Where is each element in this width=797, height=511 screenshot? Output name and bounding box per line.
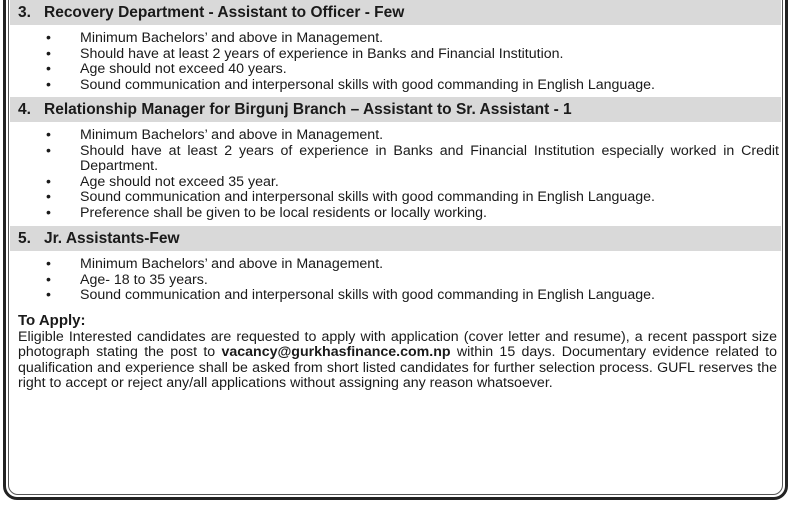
list-item: • Should have at least 2 years of experience in Banks and Financial Institution especially worked in Credit Department.	[46, 142, 779, 174]
bullet-icon: •	[46, 30, 51, 46]
requirements-list	[10, 25, 781, 97]
apply-email-link[interactable]: vacancy@gurkhasfinance.com.np	[221, 344, 451, 361]
section-number: 3.	[18, 4, 31, 21]
list-item: • Minimum Bachelors’ and above in Management.	[46, 127, 384, 143]
section-jr-assistants	[10, 226, 781, 310]
bullet-icon: •	[46, 287, 51, 303]
list-item: • Age- 18 to 35 years.	[46, 271, 208, 288]
apply-heading: To Apply:	[18, 311, 86, 329]
list-item: • Sound communication and interpersonal skills with good commanding in English Language.	[46, 76, 655, 93]
section-recovery-department	[10, 0, 781, 97]
list-item: • Should have at least 2 years of experience in Banks and Financial Institution.	[46, 45, 564, 62]
bullet-icon: •	[46, 142, 51, 159]
apply-section	[10, 312, 781, 392]
list-item: • Age should not exceed 40 years.	[46, 61, 287, 77]
section-heading	[10, 0, 781, 25]
bullet-icon: •	[46, 189, 51, 205]
section-title: Recovery Department - Assistant to Officer - Few	[44, 4, 405, 21]
list-item: • Sound communication and interpersonal skills with good commanding in English Language.	[46, 287, 655, 303]
bullet-icon: •	[46, 45, 51, 62]
section-heading	[10, 97, 781, 122]
list-item: • Sound communication and interpersonal skills with good commanding in English Language.	[46, 189, 655, 205]
section-title: Relationship Manager for Birgunj Branch – Assistant to Sr. Assistant - 1	[44, 101, 572, 118]
section-heading	[10, 226, 781, 251]
bullet-icon: •	[46, 204, 51, 221]
vacancy-notice	[10, 0, 781, 392]
bullet-icon: •	[46, 61, 51, 77]
bullet-icon: •	[46, 173, 51, 190]
bullet-icon: •	[46, 76, 51, 93]
section-number: 4.	[18, 101, 31, 118]
list-item: • Minimum Bachelors’ and above in Management.	[46, 256, 384, 272]
list-item: • Age should not exceed 35 year.	[46, 173, 279, 190]
section-title: Jr. Assistants-Few	[44, 230, 180, 247]
bullet-icon: •	[46, 127, 51, 143]
requirements-list	[10, 251, 781, 310]
bullet-icon: •	[46, 256, 51, 272]
list-item: • Preference shall be given to be local residents or locally working.	[46, 204, 487, 221]
bullet-icon: •	[46, 271, 51, 288]
list-item: • Minimum Bachelors’ and above in Management.	[46, 30, 384, 46]
requirements-list	[10, 122, 781, 226]
section-relationship-manager	[10, 97, 781, 226]
section-number: 5.	[18, 230, 31, 247]
apply-paragraph: Eligible Interested candidates are requested to apply with application (cover letter and resume), a recent passport size photograph stating the post to vacancy@gurkhasfinance.com.np within 15 days. Documentary evidence related to qualification and experience shall be asked from short listed candidates for further selection process. GUFL reserves the right to accept or reject any/all applications without assigning any reason whatsoever.	[18, 328, 777, 392]
